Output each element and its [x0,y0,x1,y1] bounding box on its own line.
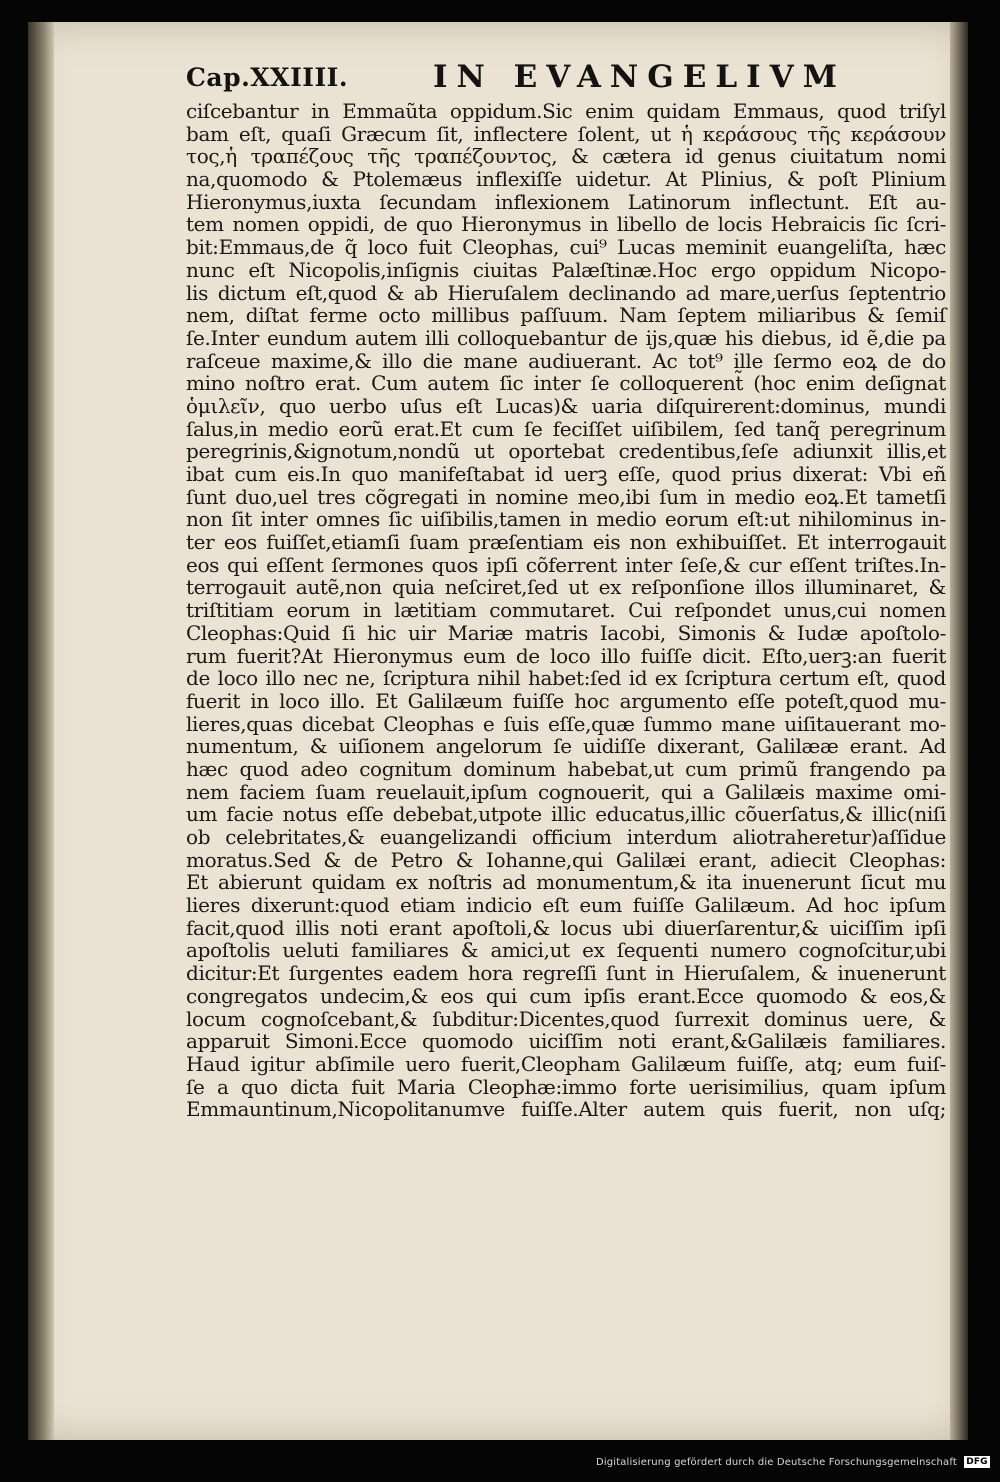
text-line: um facie notus eſſe debebat,utpote illic educatus,illic cõuerſatus,& illic(niſi [186,802,946,827]
text-line: mino noſtro erat. Cum autem ſic inter ſe colloquerent̃ (hoc enim deſignat [186,371,946,396]
text-line: non ſit inter omnes ſic uiſibilis,tamen in medio eorum eſt:ut nihilominus in- [186,507,946,532]
text-line: na,quomodo & Ptolemæus inflexiſſe uidetur. At Plinius, & poſt Plinium [186,167,946,192]
text-line: Et abierunt quidam ex noſtris ad monumentum,& ita inuenerunt ſicut mu [186,870,946,895]
text-line: facit,quod illis noti erant apoſtoli,& locus ubi diuerſarentur,& uiciſſim ipſi [186,915,946,940]
text-line: apparuit Simoni.Ecce quomodo uiciſſim noti erant,&Galilæis familiares. [186,1029,946,1054]
page-header [186,55,846,99]
text-line: ciſcebantur in Emmaũta oppidum.Sic enim quidam Emmaus, quod triſyl [186,99,946,123]
text-line: apoſtolis ueluti familiares & amici,ut ex ſequenti numero cognoſcitur,ubi [186,938,946,963]
digitization-credit [596,1456,990,1468]
text-line: ſe.Inter eundum autem illi colloquebantur de ijs,quæ his diebus, id ẽ,die pa [186,325,946,350]
running-title: IN EVANGELIVM [432,59,846,95]
text-line: hæc quod adeo cognitum dominum habebat,ut cum primũ frangendo pa [186,756,946,781]
text-line: de loco illo nec ne, ſcriptura nihil habet:ſed id ex ſcriptura certum eſt, quod [186,666,946,691]
text-line: raſceue maxime,& illo die mane audiuerant. Ac tot⁹ ille ſermo eoꝝ de do [186,348,946,373]
text-line: tem nomen oppidi, de quo Hieronymus in libello de locis Hebraicis ſic ſcri- [186,212,946,237]
text-line: terrogauit autẽ,non quia neſciret,ſed ut ex reſponſione illos illuminaret, & [186,575,946,600]
text-line: bit:Emmaus,de q̃ loco fuit Cleophas, cui⁹ Lucas meminit euangeliſta, hæc [186,235,946,260]
text-line: ſalus,in medio eorũ erat.Et cum ſe feciſſet uiſibilem, ſed tanq̃ peregrinum [186,416,946,441]
text-line: Cleophas:Quid ſi hic uir Mariæ matris Iacobi, Simonis & Iudæ apoſtolo- [186,620,946,645]
text-line: lieres dixerunt:quod etiam indicio eſt eum fuiſſe Galilæum. Ad hoc ipſum [186,893,946,918]
page-gutter-shadow [28,22,54,1440]
chapter-number: Cap.XXIIII. [186,63,349,92]
text-line: triſtitiam eorum in lætitiam commutaret. Cui reſpondet unus,cui nomen [186,598,946,623]
text-line: ὁμιλεῖν, quo uerbo uſus eſt Lucas)& uaria diſquirerent:dominus, mundi [186,393,946,418]
text-line: fuerit in loco illo. Et Galilæum fuiſſe hoc argumento eſſe poteſt,quod mu- [186,688,946,713]
text-line: rum fuerit?At Hieronymus eum de loco illo fuiſſe dicit. Eſto,uerꝫ:an fuerit [186,643,946,668]
text-line: ter eos fuiſſet,etiamſi ſuam præſentiam eis non exhibuiſſet. Et interrogauit [186,530,946,555]
text-line: τος,ἡ τραπέζους τῆς τραπέζουντος, & cætera id genus ciuitatum nomi [186,144,946,169]
text-line: ibat cum eis.In quo manifeſtabat id uerꝫ eſſe, quod prius dixerat: Vbi eñ [186,462,946,486]
text-line: lis dictum eſt,quod & ab Hieruſalem declinando ad mare,uerſus ſeptentrio [186,280,946,305]
text-line: numentum, & uiſionem angelorum ſe uidiſſe dixerant, Galilææ erant. Ad [186,734,946,759]
credit-text: Digitalisierung gefördert durch die Deutsche Forschungsgemeinschaft [596,1457,957,1468]
body-text [186,100,946,1121]
text-line: bam eſt, quaſi Græcum ſit, inflectere ſolent, ut ἡ κεράσους τῆς κεράσουν [186,121,946,146]
text-line: nem, diſtat ferme octo millibus paſſuum. Nam ſeptem miliaribus & ſemiſ [186,303,946,328]
text-line: lieres,quas dicebat Cleophas e ſuis eſſe,quæ ſummo mane uiſitauerant mo- [186,711,946,736]
text-line: Hieronymus,iuxta ſecundam inflexionem Latinorum inflectunt. Eſt au- [186,189,946,214]
text-line: Emmauntinum,Nicopolitanumve fuiſſe.Alter autem quis fuerit, non uſq; [186,1097,946,1122]
text-line: ſunt duo,uel tres cõgregati in nomine meo,ibi ſum in medio eoꝝ.Et tametſi [186,484,946,509]
text-line: locum cognoſcebant,& ſubditur:Dicentes,quod ſurrexit dominus uere, & [186,1006,946,1031]
text-line: eos qui eſſent ſermones quos ipſi cõferrent inter ſeſe,& cur eſſent triſtes.In- [186,552,946,577]
text-line: Haud igitur abſimile uero fuerit,Cleopham Galilæum fuiſſe, atq; eum fuiſ- [186,1051,946,1076]
text-line: nunc eſt Nicopolis,inſignis ciuitas Palæſtinæ.Hoc ergo oppidum Nicopo- [186,257,946,282]
text-line: congregatos undecim,& eos qui cum ipſis erant.Ecce quomodo & eos,& [186,983,946,1008]
text-line: ob celebritates,& euangelizandi officium interdum aliotraheretur)aſſidue [186,825,946,849]
text-line: peregrinis,&ignotum,nondũ ut oportebat credentibus,ſeſe adiunxit illis,et [186,439,946,464]
text-line: moratus.Sed & de Petro & Iohanne,qui Galilæi erant, adiecit Cleophas: [186,847,946,872]
text-line: nem faciem ſuam reuelauit,ipſum cognouerit, qui a Galilæis maxime omi- [186,779,946,804]
text-line: ſe a quo dicta fuit Maria Cleophæ:immo forte uerisimilius, quam ipſum [186,1074,946,1099]
page-edge-shadow [950,22,968,1440]
dfg-logo: DFG [966,1457,988,1467]
text-line: dicitur:Et ſurgentes eadem hora regreſſi ſunt in Hieruſalem, & inuenerunt [186,961,946,986]
